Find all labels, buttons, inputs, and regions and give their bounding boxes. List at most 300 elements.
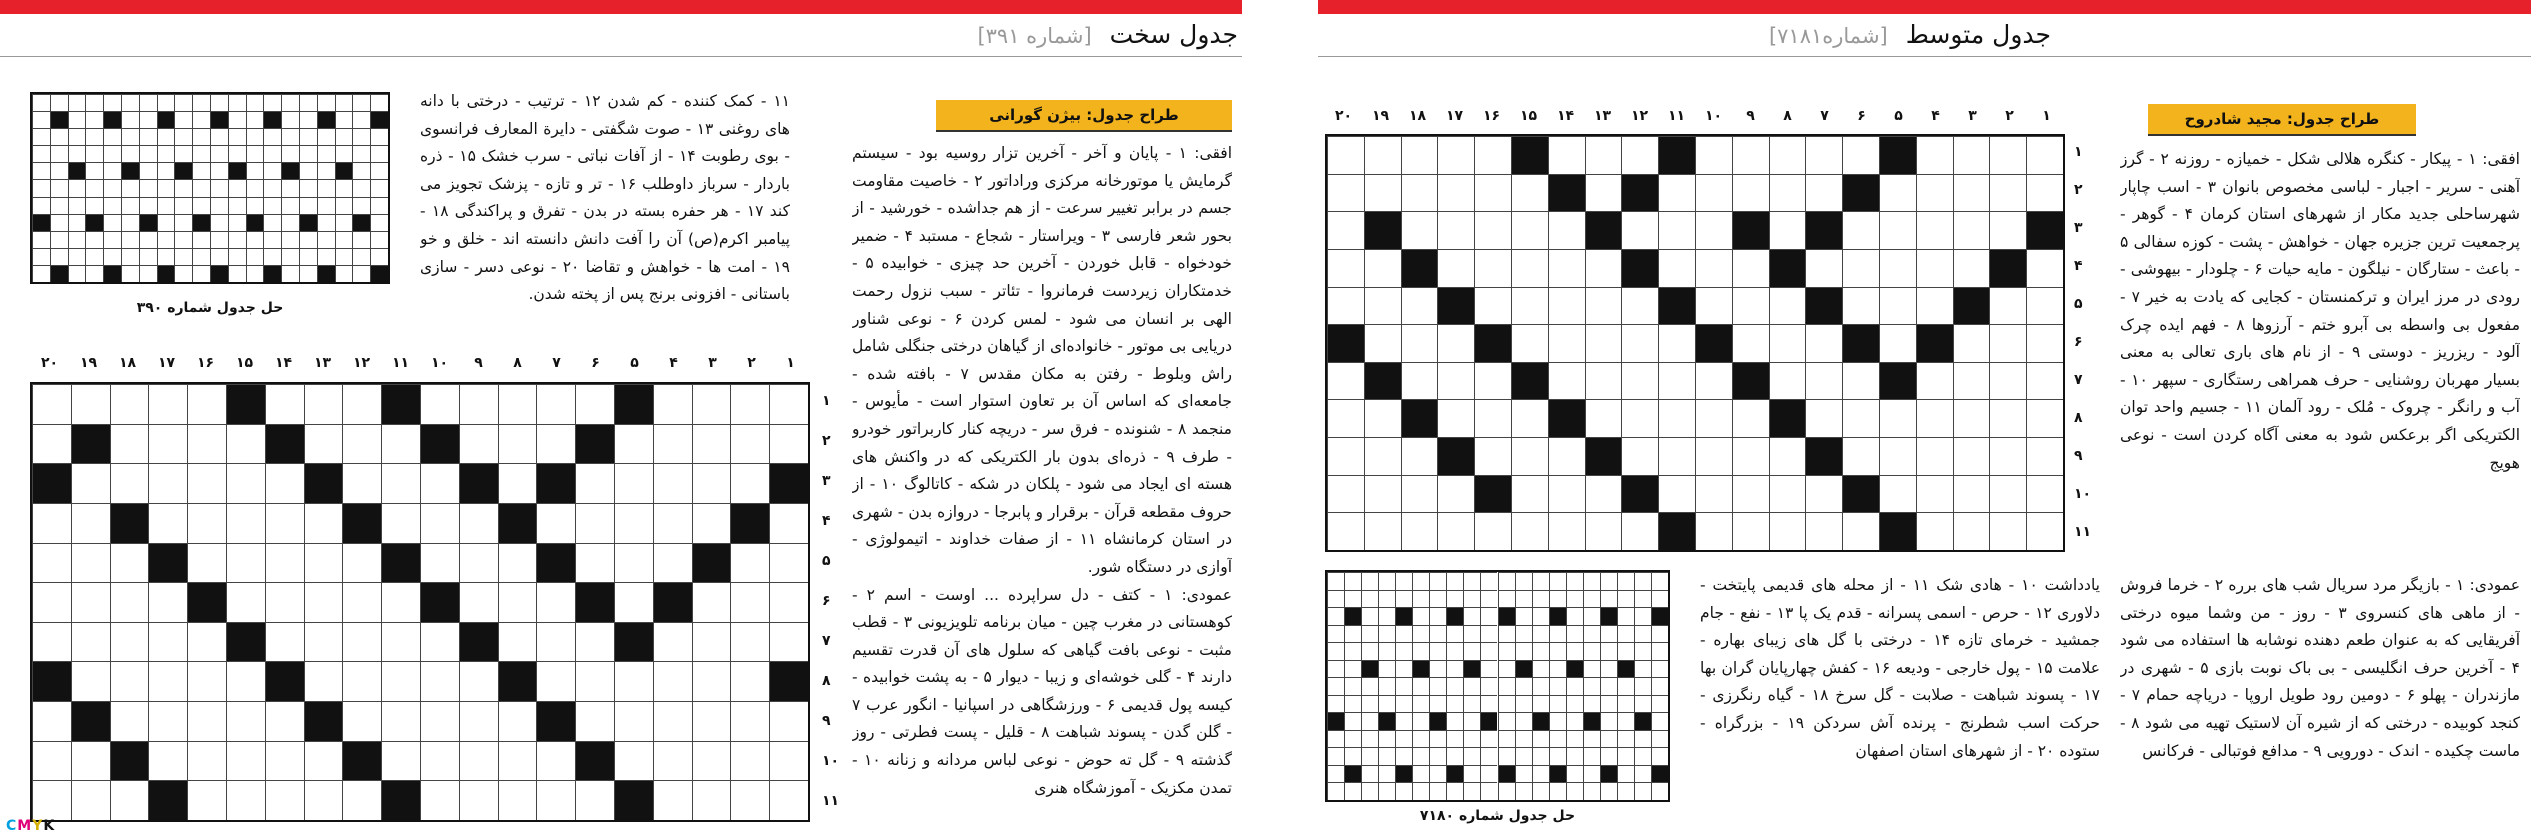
right-col-number: ۱۶ bbox=[1482, 108, 1501, 124]
right-main-cell bbox=[1585, 136, 1622, 174]
left-solution-cell bbox=[50, 248, 68, 265]
left-solution-cell bbox=[335, 111, 353, 128]
left-solution-cell bbox=[32, 111, 50, 128]
right-main-cell bbox=[1327, 512, 1364, 550]
left-main-cell bbox=[420, 701, 459, 741]
right-solution-cell bbox=[1634, 607, 1651, 625]
cmyk-m: M bbox=[17, 818, 33, 834]
right-issue-number: [شماره۷۱۸۱] bbox=[1768, 24, 1888, 48]
right-solution-cell bbox=[1480, 712, 1497, 730]
right-main-cell bbox=[1695, 512, 1732, 550]
right-main-cell bbox=[1695, 399, 1732, 437]
right-solution-cell bbox=[1498, 747, 1515, 765]
left-main-cell bbox=[730, 741, 769, 781]
right-solution-cell bbox=[1583, 625, 1600, 643]
left-vertical-clues: عمودی: ۱ - کتف - دل سراپرده ... اوست - اسم ۲ - کوهستانی در مغرب چین - میان برنامه تلویزیونی ۳ - قطب مثبت - نوعی بافت گیاهی که سلول های آن قدرت تقسیم دارند ۴ - گلی خوشه‌ای و زیبا - دیوار ۵ - به پشت خوابیده - کیسه پول قدیمی ۶ - ورزشگاهی در اسپانیا - انگور عرب ۷ - گلن گدن - پسوند شباهت ۸ - قلیل - پست فطرتی - روز گذشته ۹ - گل ته حوض - نوعی لباس مردانه و زنانه ۱۰ - تمدن مکزیک - آموزشگاه هنری bbox=[852, 585, 1232, 797]
left-col-number: ۱۵ bbox=[235, 355, 254, 371]
left-solution-cell bbox=[335, 248, 353, 265]
left-main-cell bbox=[304, 661, 343, 701]
left-solution-cell bbox=[50, 179, 68, 196]
right-main-cell bbox=[1437, 512, 1474, 550]
right-main-cell bbox=[1548, 324, 1585, 362]
right-solution-cell bbox=[1361, 660, 1378, 678]
left-solution-cell bbox=[317, 231, 335, 248]
left-solution-cell bbox=[246, 214, 264, 231]
right-main-cell bbox=[1805, 287, 1842, 325]
left-main-cell bbox=[342, 661, 381, 701]
right-main-cell bbox=[1695, 362, 1732, 400]
left-solution-cell bbox=[192, 214, 210, 231]
right-main-cell bbox=[1732, 211, 1769, 249]
right-clues-vertical bbox=[2120, 572, 2520, 832]
right-main-cell bbox=[1511, 287, 1548, 325]
left-solution-cell bbox=[352, 145, 370, 162]
right-solution-cell bbox=[1446, 782, 1463, 800]
right-solution-cell bbox=[1600, 607, 1617, 625]
right-main-cell bbox=[1695, 249, 1732, 287]
right-solution-cell bbox=[1549, 625, 1566, 643]
left-main-cell bbox=[769, 661, 808, 701]
left-main-cell bbox=[187, 463, 226, 503]
right-main-cell bbox=[2026, 362, 2063, 400]
left-solution-cell bbox=[32, 179, 50, 196]
right-main-cell bbox=[1989, 362, 2026, 400]
left-main-cell bbox=[342, 780, 381, 820]
left-row-numbers bbox=[822, 382, 846, 822]
right-main-cell bbox=[1621, 211, 1658, 249]
right-main-cell bbox=[1989, 437, 2026, 475]
right-solution-cell bbox=[1446, 625, 1463, 643]
left-main-cell bbox=[692, 384, 731, 424]
right-main-cell bbox=[1769, 475, 1806, 513]
left-solution-cell bbox=[103, 214, 121, 231]
left-solution-cell bbox=[121, 111, 139, 128]
right-main-cell bbox=[1401, 136, 1438, 174]
left-solution-cell bbox=[192, 128, 210, 145]
left-main-cell bbox=[265, 622, 304, 662]
right-main-cell bbox=[1437, 399, 1474, 437]
left-solution-cell bbox=[281, 231, 299, 248]
left-row-number: ۸ bbox=[822, 673, 831, 689]
right-main-cell bbox=[2026, 136, 2063, 174]
left-main-cell bbox=[304, 543, 343, 583]
right-solution-cell bbox=[1395, 607, 1412, 625]
left-solution-cell bbox=[121, 248, 139, 265]
right-solution-cell bbox=[1515, 607, 1532, 625]
left-row-number: ۶ bbox=[822, 593, 831, 609]
right-col-number: ۲ bbox=[2005, 108, 2014, 124]
right-solution-cell bbox=[1583, 677, 1600, 695]
right-main-cell bbox=[1842, 287, 1879, 325]
left-main-cell bbox=[304, 582, 343, 622]
right-solution-cell bbox=[1498, 677, 1515, 695]
left-solution-cell bbox=[32, 128, 50, 145]
left-main-cell bbox=[110, 424, 149, 464]
right-solution-cell bbox=[1617, 590, 1634, 608]
right-main-cell bbox=[1805, 249, 1842, 287]
left-main-cell bbox=[536, 661, 575, 701]
right-solution-cell bbox=[1515, 572, 1532, 590]
right-row-number: ۷ bbox=[2074, 372, 2083, 388]
right-main-cell bbox=[1511, 136, 1548, 174]
right-solution-cell bbox=[1566, 625, 1583, 643]
left-solution-cell bbox=[263, 197, 281, 214]
cmyk-k: K bbox=[43, 818, 56, 834]
left-main-cell bbox=[148, 503, 187, 543]
left-solution-cell bbox=[157, 231, 175, 248]
left-main-cell bbox=[730, 780, 769, 820]
left-main-cell bbox=[342, 582, 381, 622]
left-main-cell bbox=[498, 701, 537, 741]
right-page-title bbox=[1769, 20, 2051, 49]
left-main-cell bbox=[342, 622, 381, 662]
right-solution-cell bbox=[1463, 607, 1480, 625]
right-solution-cell bbox=[1600, 765, 1617, 783]
right-solution-cell bbox=[1583, 712, 1600, 730]
right-row-number: ۱۰ bbox=[2074, 486, 2092, 502]
right-main-cell bbox=[1916, 437, 1953, 475]
right-solution-cell bbox=[1583, 695, 1600, 713]
right-main-cell bbox=[1658, 475, 1695, 513]
left-solution-cell bbox=[157, 162, 175, 179]
left-solution-cell bbox=[174, 162, 192, 179]
right-solution-cell bbox=[1634, 695, 1651, 713]
right-solution-cell bbox=[1480, 660, 1497, 678]
left-main-cell bbox=[381, 741, 420, 781]
right-solution-cell bbox=[1532, 642, 1549, 660]
right-solution-cell bbox=[1532, 747, 1549, 765]
left-col-number: ۳ bbox=[708, 355, 717, 371]
right-main-cell bbox=[1401, 287, 1438, 325]
left-solution-cell bbox=[317, 94, 335, 111]
right-main-cell bbox=[1474, 437, 1511, 475]
right-solution-cell bbox=[1429, 590, 1446, 608]
right-main-cell bbox=[1327, 249, 1364, 287]
left-main-cell bbox=[148, 384, 187, 424]
right-solution-cell bbox=[1361, 765, 1378, 783]
right-title-text: جدول متوسط bbox=[1905, 20, 2051, 49]
right-main-cell bbox=[1401, 362, 1438, 400]
right-solution-cell bbox=[1498, 590, 1515, 608]
left-main-cell bbox=[769, 741, 808, 781]
left-title-text: جدول سخت bbox=[1109, 20, 1238, 49]
right-solution-cell bbox=[1583, 590, 1600, 608]
left-main-cell bbox=[381, 424, 420, 464]
right-solution-cell bbox=[1651, 695, 1668, 713]
right-solution-cell bbox=[1566, 712, 1583, 730]
right-main-cell bbox=[1879, 362, 1916, 400]
left-solution-cell bbox=[281, 265, 299, 282]
right-col-number: ۵ bbox=[1894, 108, 1903, 124]
left-solution-cell bbox=[174, 179, 192, 196]
right-solution-cell bbox=[1617, 782, 1634, 800]
right-solution-cell bbox=[1566, 642, 1583, 660]
left-solution-cell bbox=[121, 128, 139, 145]
right-solution-cell bbox=[1498, 695, 1515, 713]
right-main-cell bbox=[2026, 174, 2063, 212]
right-main-cell bbox=[1732, 512, 1769, 550]
right-main-cell bbox=[1732, 249, 1769, 287]
left-solution-cell bbox=[32, 231, 50, 248]
right-main-cell bbox=[1511, 211, 1548, 249]
right-solution-cell bbox=[1412, 765, 1429, 783]
left-solution-cell bbox=[370, 162, 388, 179]
right-main-cell bbox=[1585, 249, 1622, 287]
right-main-cell bbox=[1842, 136, 1879, 174]
left-main-cell bbox=[459, 503, 498, 543]
right-solution-cell bbox=[1327, 572, 1344, 590]
right-solution-cell bbox=[1412, 660, 1429, 678]
left-solution-cell bbox=[299, 248, 317, 265]
right-solution-cell bbox=[1378, 730, 1395, 748]
left-solution-cell bbox=[317, 162, 335, 179]
left-main-cell bbox=[420, 463, 459, 503]
left-solution-cell bbox=[263, 231, 281, 248]
right-solution-cell bbox=[1480, 590, 1497, 608]
left-main-cell bbox=[459, 741, 498, 781]
right-main-cell bbox=[1437, 475, 1474, 513]
right-solution-cell bbox=[1617, 765, 1634, 783]
right-solution-cell bbox=[1532, 782, 1549, 800]
left-solution-cell bbox=[157, 179, 175, 196]
right-solution-cell bbox=[1463, 660, 1480, 678]
left-solution-cell bbox=[228, 179, 246, 196]
left-main-cell bbox=[536, 701, 575, 741]
left-main-cell bbox=[498, 741, 537, 781]
right-main-cell bbox=[1916, 475, 1953, 513]
left-solution-cell bbox=[317, 214, 335, 231]
left-col-number: ۱۶ bbox=[196, 355, 215, 371]
right-main-cell bbox=[1879, 512, 1916, 550]
right-solution-cell bbox=[1429, 747, 1446, 765]
left-solution-cell bbox=[299, 162, 317, 179]
right-solution-cell bbox=[1344, 730, 1361, 748]
right-solution-cell bbox=[1651, 625, 1668, 643]
left-solution-cell bbox=[352, 265, 370, 282]
right-main-cell bbox=[1401, 437, 1438, 475]
left-solution-cell bbox=[174, 94, 192, 111]
right-solution-cell bbox=[1446, 730, 1463, 748]
right-main-cell bbox=[1989, 287, 2026, 325]
left-solution-cell bbox=[174, 145, 192, 162]
right-main-cell bbox=[1364, 287, 1401, 325]
left-main-cell bbox=[614, 582, 653, 622]
right-col-number: ۱۴ bbox=[1556, 108, 1575, 124]
right-solution-cell bbox=[1412, 572, 1429, 590]
right-solution-cell bbox=[1412, 730, 1429, 748]
right-solution-cell bbox=[1617, 642, 1634, 660]
right-main-cell bbox=[1989, 324, 2026, 362]
left-solution-cell bbox=[317, 128, 335, 145]
right-main-cell bbox=[1805, 399, 1842, 437]
right-main-cell bbox=[2026, 324, 2063, 362]
right-row-number: ۱۱ bbox=[2074, 524, 2092, 540]
right-solution-cell bbox=[1480, 607, 1497, 625]
left-main-cell bbox=[614, 543, 653, 583]
right-solution-cell bbox=[1498, 642, 1515, 660]
left-main-cell bbox=[614, 463, 653, 503]
left-main-cell bbox=[653, 661, 692, 701]
right-main-cell bbox=[1401, 324, 1438, 362]
right-solution-cell bbox=[1651, 677, 1668, 695]
left-solution-cell bbox=[157, 197, 175, 214]
right-solution-cell bbox=[1498, 660, 1515, 678]
right-solution-cell bbox=[1498, 607, 1515, 625]
left-main-cell bbox=[575, 661, 614, 701]
left-main-cell bbox=[536, 780, 575, 820]
left-solution-cell bbox=[174, 231, 192, 248]
left-solution-cell bbox=[68, 94, 86, 111]
left-main-cell bbox=[226, 701, 265, 741]
right-red-bar bbox=[1318, 0, 2531, 14]
right-main-cell bbox=[1511, 475, 1548, 513]
left-solution-cell bbox=[103, 265, 121, 282]
left-main-cell bbox=[769, 622, 808, 662]
left-main-cell bbox=[304, 780, 343, 820]
left-main-cell bbox=[420, 741, 459, 781]
left-main-cell bbox=[769, 582, 808, 622]
left-main-cell bbox=[730, 701, 769, 741]
left-main-cell bbox=[614, 661, 653, 701]
left-main-cell bbox=[187, 661, 226, 701]
left-solution-cell bbox=[246, 94, 264, 111]
right-main-cell bbox=[1585, 475, 1622, 513]
right-solution-cell bbox=[1344, 572, 1361, 590]
right-main-cell bbox=[1437, 174, 1474, 212]
right-solution-cell bbox=[1651, 765, 1668, 783]
right-main-cell bbox=[1548, 475, 1585, 513]
right-main-cell bbox=[1364, 475, 1401, 513]
left-solution-cell bbox=[281, 179, 299, 196]
right-solution-cell bbox=[1429, 730, 1446, 748]
right-solution-cell bbox=[1532, 590, 1549, 608]
right-main-cell bbox=[1437, 287, 1474, 325]
right-solution-cell bbox=[1600, 712, 1617, 730]
left-main-cell bbox=[653, 384, 692, 424]
right-main-cell bbox=[1364, 324, 1401, 362]
left-main-cell bbox=[148, 622, 187, 662]
right-main-cell bbox=[1327, 136, 1364, 174]
right-main-cell bbox=[1658, 211, 1695, 249]
right-main-cell bbox=[1511, 362, 1548, 400]
right-solution-cell bbox=[1378, 660, 1395, 678]
left-solution-cell bbox=[263, 94, 281, 111]
right-col-number: ۱۷ bbox=[1445, 108, 1464, 124]
left-solution-cell bbox=[68, 248, 86, 265]
left-main-cell bbox=[536, 582, 575, 622]
left-solution-cell bbox=[103, 162, 121, 179]
right-main-cell bbox=[1953, 136, 1990, 174]
right-main-cell bbox=[1695, 287, 1732, 325]
right-solution-cell bbox=[1634, 590, 1651, 608]
right-solution-cell bbox=[1566, 695, 1583, 713]
left-solution-cell bbox=[68, 265, 86, 282]
left-main-cell bbox=[187, 701, 226, 741]
left-main-cell bbox=[265, 463, 304, 503]
right-solution-cell bbox=[1327, 607, 1344, 625]
right-solution-cell bbox=[1583, 572, 1600, 590]
right-solution-cell bbox=[1583, 642, 1600, 660]
right-main-cell bbox=[1916, 324, 1953, 362]
right-main-cell bbox=[1658, 399, 1695, 437]
right-row-number: ۵ bbox=[2074, 296, 2083, 312]
right-solution-cell bbox=[1566, 660, 1583, 678]
left-solution-caption: حل جدول شماره ۳۹۰ bbox=[136, 300, 284, 316]
left-main-cell bbox=[342, 543, 381, 583]
left-col-number: ۱۷ bbox=[157, 355, 176, 371]
left-main-cell bbox=[32, 384, 71, 424]
left-solution-cell bbox=[32, 265, 50, 282]
right-col-number: ۱۸ bbox=[1408, 108, 1427, 124]
left-main-cell bbox=[342, 701, 381, 741]
left-main-cell bbox=[653, 582, 692, 622]
right-main-cell bbox=[1732, 287, 1769, 325]
right-main-cell bbox=[1327, 211, 1364, 249]
left-solution-cell bbox=[370, 179, 388, 196]
left-main-cell bbox=[71, 701, 110, 741]
left-column-numbers bbox=[30, 355, 810, 375]
left-solution-cell bbox=[299, 179, 317, 196]
right-title-rule bbox=[1318, 56, 2531, 57]
right-main-cell bbox=[1695, 136, 1732, 174]
left-main-cell bbox=[575, 543, 614, 583]
right-row-numbers bbox=[2074, 134, 2098, 552]
left-main-cell bbox=[226, 780, 265, 820]
left-row-number: ۷ bbox=[822, 633, 831, 649]
right-solution-cell bbox=[1344, 590, 1361, 608]
left-solution-cell bbox=[352, 179, 370, 196]
left-main-cell bbox=[498, 780, 537, 820]
right-solution-cell bbox=[1412, 695, 1429, 713]
right-main-cell bbox=[1658, 136, 1695, 174]
left-solution-cell bbox=[103, 111, 121, 128]
left-main-cell bbox=[536, 741, 575, 781]
left-solution-cell bbox=[317, 265, 335, 282]
right-solution-cell bbox=[1463, 590, 1480, 608]
right-main-cell bbox=[1916, 512, 1953, 550]
right-solution-cell bbox=[1515, 747, 1532, 765]
right-main-cell bbox=[1916, 174, 1953, 212]
left-main-cell bbox=[71, 622, 110, 662]
right-main-cell bbox=[1364, 211, 1401, 249]
left-solution-cell bbox=[352, 162, 370, 179]
right-main-cell bbox=[1953, 174, 1990, 212]
right-main-cell bbox=[1621, 362, 1658, 400]
left-solution-cell bbox=[50, 94, 68, 111]
right-solution-cell bbox=[1532, 625, 1549, 643]
right-main-cell bbox=[1658, 324, 1695, 362]
left-main-cell bbox=[32, 543, 71, 583]
left-solution-cell bbox=[299, 197, 317, 214]
right-main-cell bbox=[1511, 249, 1548, 287]
left-main-cell bbox=[71, 543, 110, 583]
left-col-number: ۲ bbox=[747, 355, 756, 371]
left-solution-cell bbox=[68, 179, 86, 196]
left-solution-cell bbox=[335, 94, 353, 111]
left-solution-cell bbox=[68, 162, 86, 179]
right-solution-cell bbox=[1429, 642, 1446, 660]
left-solution-cell bbox=[246, 162, 264, 179]
right-solution-cell bbox=[1549, 695, 1566, 713]
left-solution-cell bbox=[32, 248, 50, 265]
left-solution-cell bbox=[68, 111, 86, 128]
left-solution-cell bbox=[228, 162, 246, 179]
right-solution-cell bbox=[1429, 695, 1446, 713]
right-solution-cell bbox=[1549, 747, 1566, 765]
left-main-cell bbox=[730, 622, 769, 662]
right-solution-cell bbox=[1327, 642, 1344, 660]
left-solution-cell bbox=[370, 248, 388, 265]
